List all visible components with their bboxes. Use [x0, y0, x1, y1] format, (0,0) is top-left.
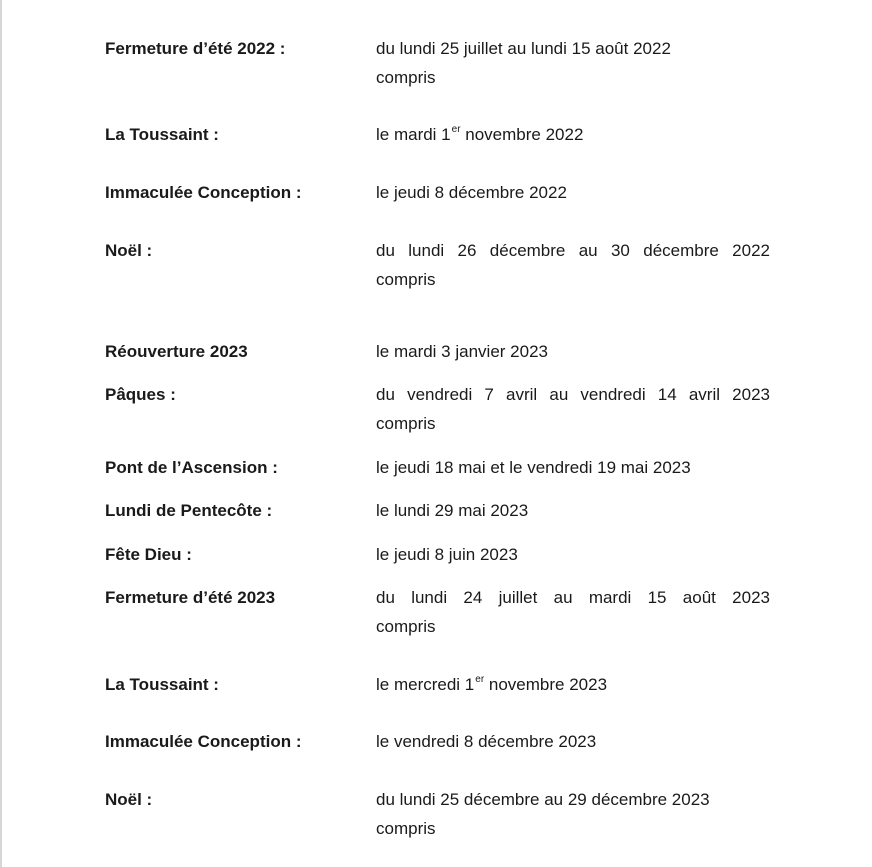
- dates-line: le vendredi 8 décembre 2023: [376, 732, 597, 751]
- period-label: Lundi de Pentecôte :: [105, 501, 273, 520]
- period-label: Pont de l’Ascension :: [105, 458, 278, 477]
- period-label: Pâques :: [105, 385, 176, 404]
- dates-line: du lundi 24 juillet au mardi 15 août 2023: [376, 588, 770, 607]
- dates-text-end: novembre 2023: [484, 675, 608, 694]
- dates-continuation: compris: [376, 68, 436, 87]
- period-label: Réouverture 2023: [105, 342, 248, 361]
- period-dates: [376, 34, 770, 92]
- period-label: Fermeture d’été 2023: [105, 588, 276, 607]
- dates-text: le mercredi 1: [376, 675, 475, 694]
- ordinal-suffix: er: [451, 124, 461, 135]
- period-label: Noël :: [105, 790, 153, 809]
- period-dates: [376, 785, 770, 843]
- dates-line: du vendredi 7 avril au vendredi 14 avril 2023: [376, 385, 770, 404]
- dates-line: le jeudi 18 mai et le vendredi 19 mai 2023: [376, 458, 691, 477]
- period-dates: [376, 453, 770, 482]
- dates-line: le jeudi 8 juin 2023: [376, 545, 518, 564]
- period-dates: [376, 178, 770, 207]
- period-dates: [376, 496, 770, 525]
- period-dates: [376, 540, 770, 569]
- dates-continuation: compris: [376, 617, 436, 636]
- period-label: La Toussaint :: [105, 125, 219, 144]
- period-label: Immaculée Conception :: [105, 732, 302, 751]
- period-dates: [376, 337, 770, 366]
- period-dates: [376, 727, 770, 756]
- dates-line: le jeudi 8 décembre 2022: [376, 183, 567, 202]
- dates-continuation: compris: [376, 414, 436, 433]
- dates-continuation: compris: [376, 270, 436, 289]
- period-dates: [376, 583, 770, 641]
- dates-text-end: novembre 2022: [460, 125, 584, 144]
- period-dates: [376, 236, 770, 294]
- period-label: Immaculée Conception :: [105, 183, 302, 202]
- period-label: Fermeture d’été 2022 :: [105, 39, 286, 58]
- ordinal-suffix: er: [475, 674, 485, 685]
- dates-line: du lundi 25 décembre au 29 décembre 2023: [376, 790, 710, 809]
- dates-line: du lundi 25 juillet au lundi 15 août 2022: [376, 39, 671, 58]
- dates-line: le lundi 29 mai 2023: [376, 501, 529, 520]
- period-label: La Toussaint :: [105, 675, 219, 694]
- dates-line: du lundi 26 décembre au 30 décembre 2022: [376, 241, 770, 260]
- dates-text: le mardi 1: [376, 125, 451, 144]
- period-label: Noël :: [105, 241, 153, 260]
- dates-continuation: compris: [376, 819, 436, 838]
- period-dates: [376, 380, 770, 438]
- period-label: Fête Dieu :: [105, 545, 192, 564]
- period-dates: [376, 120, 770, 152]
- period-dates: [376, 670, 770, 702]
- dates-line: le mardi 3 janvier 2023: [376, 342, 548, 361]
